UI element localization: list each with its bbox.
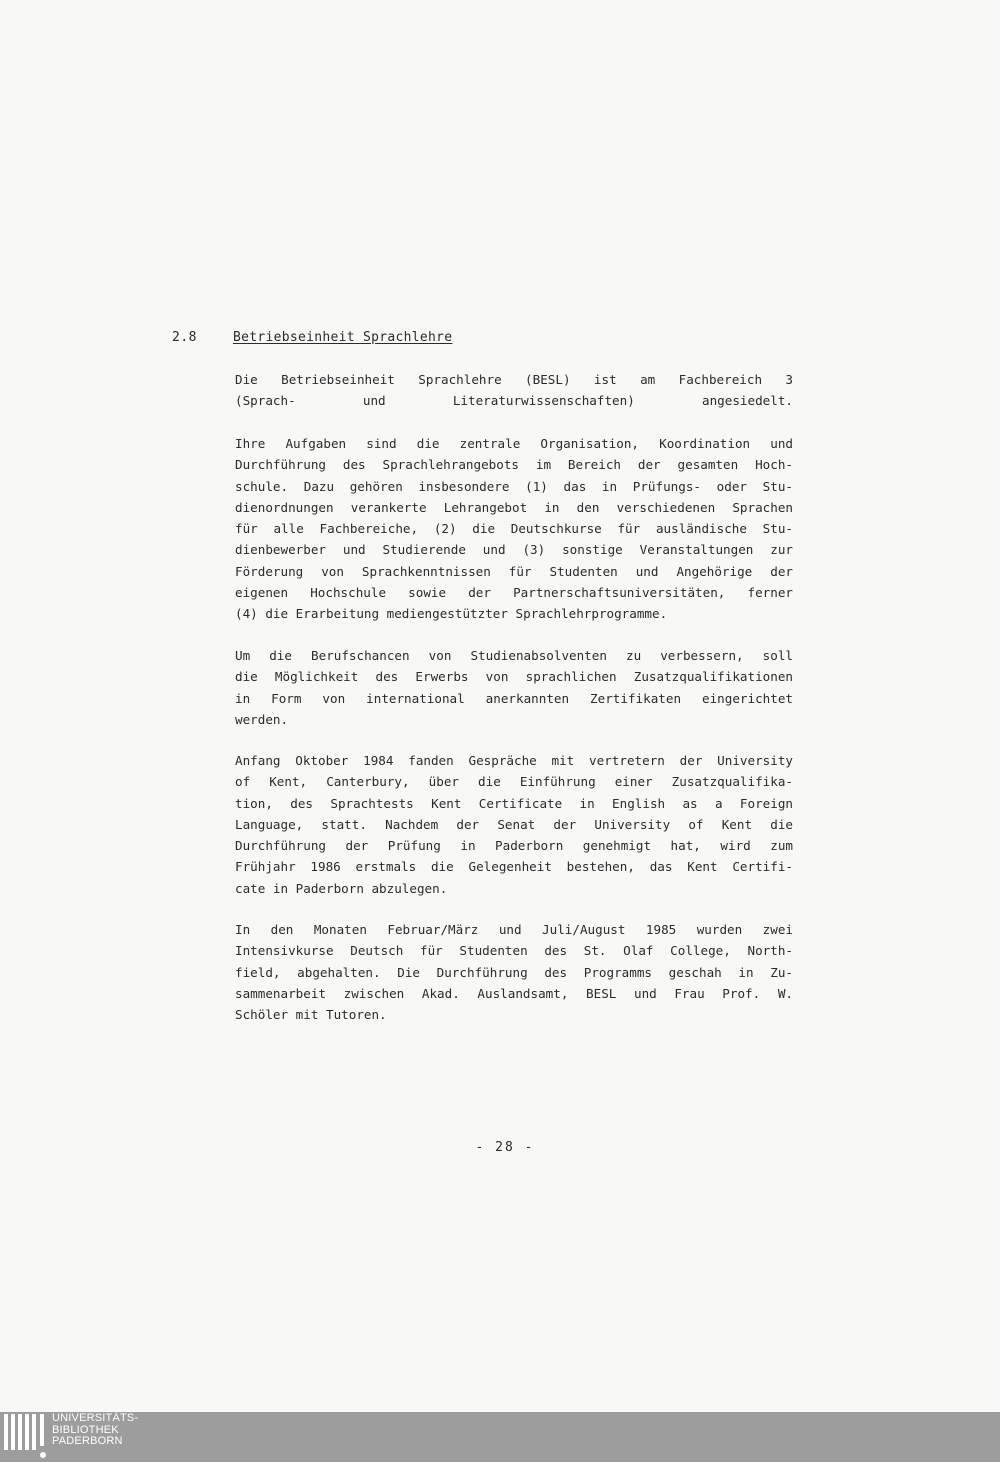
text-line: die Möglichkeit des Erwerbs von sprachlichen Zusatzqualifikationen bbox=[235, 669, 793, 685]
text-line: of Kent, Canterbury, über die Einführung einer Zusatzqualifika- bbox=[235, 774, 793, 790]
text-line: eigenen Hochschule sowie der Partnerschaftsuniversitäten, ferner bbox=[235, 585, 793, 601]
logo-line: UNIVERSITÄTS- bbox=[52, 1412, 139, 1424]
text-line: dienordnungen verankerte Lehrangebot in den verschiedenen Sprachen bbox=[235, 499, 793, 515]
library-logo-text bbox=[52, 1413, 138, 1448]
library-footer-bar bbox=[0, 1412, 1000, 1462]
section-title: Betriebseinheit Sprachlehre bbox=[233, 330, 453, 345]
text-line: in Form von international anerkannten Zertifikaten eingerichtet bbox=[235, 690, 793, 706]
text-line: Förderung von Sprachkenntnissen für Studenten und Angehörige der bbox=[235, 563, 793, 579]
text-line: Die Betriebseinheit Sprachlehre (BESL) ist am Fachbereich 3 bbox=[235, 372, 793, 387]
text-line: field, abgehalten. Die Durchführung des Programms geschah in Zu- bbox=[235, 964, 793, 980]
text-line: Schöler mit Tutoren. bbox=[235, 1007, 387, 1023]
paragraph-career bbox=[235, 645, 793, 730]
text-line: In den Monaten Februar/März und Juli/August 1985 wurden zwei bbox=[235, 922, 793, 937]
text-line: cate in Paderborn abzulegen. bbox=[235, 880, 448, 896]
text-line: Ihre Aufgaben sind die zentrale Organisation, Koordination und bbox=[235, 436, 793, 451]
text-line: tion, des Sprachtests Kent Certificate in English as a Foreign bbox=[235, 795, 793, 811]
text-line: Durchführung der Prüfung in Paderborn genehmigt hat, wird zum bbox=[235, 838, 793, 854]
text-line: für alle Fachbereiche, (2) die Deutschkurse für ausländische Stu- bbox=[235, 521, 793, 537]
text-line: (4) die Erarbeitung mediengestützter Sprachlehrprogramme. bbox=[235, 606, 668, 622]
paragraph-tasks bbox=[235, 433, 793, 625]
text-line: Um die Berufschancen von Studienabsolventen zu verbessern, soll bbox=[235, 648, 793, 663]
text-line: Anfang Oktober 1984 fanden Gespräche mit vertretern der University bbox=[235, 753, 793, 768]
text-line: (Sprach- und Literaturwissenschaften) angesiedelt. bbox=[235, 393, 793, 409]
text-line: dienbewerber und Studierende und (3) sonstige Veranstaltungen zur bbox=[235, 542, 793, 558]
paragraph-besl-intro bbox=[235, 369, 793, 412]
paragraph-kent bbox=[235, 750, 793, 899]
logo-line: BIBLIOTHEK bbox=[52, 1423, 119, 1436]
text-line: Durchführung des Sprachlehrangebots im Bereich der gesamten Hoch- bbox=[235, 457, 793, 473]
text-line: werden. bbox=[235, 711, 289, 727]
text-line: sammenarbeit zwischen Akad. Auslandsamt, BESL und Frau Prof. W. bbox=[235, 985, 793, 1001]
logo-line: PADERBORN bbox=[52, 1435, 123, 1447]
paragraph-st-olaf bbox=[235, 919, 793, 1025]
section-number: 2.8 bbox=[172, 330, 197, 345]
library-logo-icon bbox=[4, 1414, 46, 1458]
text-line: Language, statt. Nachdem der Senat der University of Kent die bbox=[235, 816, 793, 832]
text-line: Frühjahr 1986 erstmals die Gelegenheit bestehen, das Kent Certifi- bbox=[235, 859, 793, 875]
text-line: schule. Dazu gehören insbesondere (1) das in Prüfungs- oder Stu- bbox=[235, 478, 793, 494]
text-line: Intensivkurse Deutsch für Studenten des St. Olaf College, North- bbox=[235, 943, 793, 959]
page-number: - 28 - bbox=[475, 1140, 535, 1155]
